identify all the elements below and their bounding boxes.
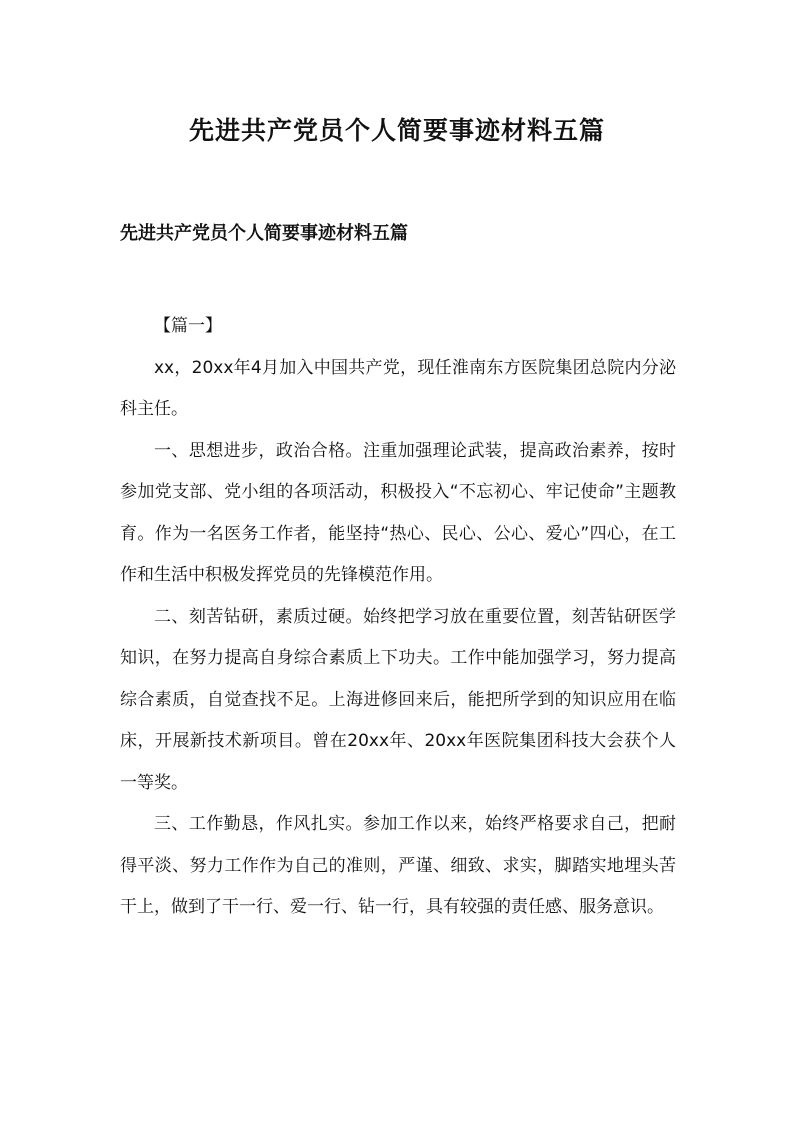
paragraph: 一、思想进步，政治合格。注重加强理论武装，提高政治素养，按时参加党支部、党小组的各项活动，积极投入“不忘初心、牢记使命”主题教育。作为一名医务工作者，能坚持“热心、民心、公心、爱心”四心，在工作和生活中积极发挥党员的先锋模范作用。 [120,440,676,585]
paragraph: 三、工作勤恳，作风扎实。参加工作以来，始终严格要求自己，把耐得平淡、努力工作作为自己的准则，严谨、细致、求实，脚踏实地埋头苦干上，做到了干一行、爱一行、钻一行，具有较强的责任感、服务意识。 [120,814,676,917]
document-body [120,306,676,929]
document-title: 先进共产党员个人简要事迹材料五篇 [188,116,605,145]
paragraph: xx，20xx年4月加入中国共产党，现任淮南东方医院集团总院内分泌科主任。 [120,357,676,419]
paragraph: 二、刻苦钻研，素质过硬。始终把学习放在重要位置，刻苦钻研医学知识，在努力提高自身综合素质上下功夫。工作中能加强学习，努力提高综合素质，自觉查找不足。上海进修回来后，能把所学到的知识应用在临床，开展新技术新项目。曾在20xx年、20xx年医院集团科技大会获个人一等奖。 [120,606,676,793]
document-subtitle: 先进共产党员个人简要事迹材料五篇 [120,223,408,244]
section-heading: 【篇一】 [154,316,222,336]
